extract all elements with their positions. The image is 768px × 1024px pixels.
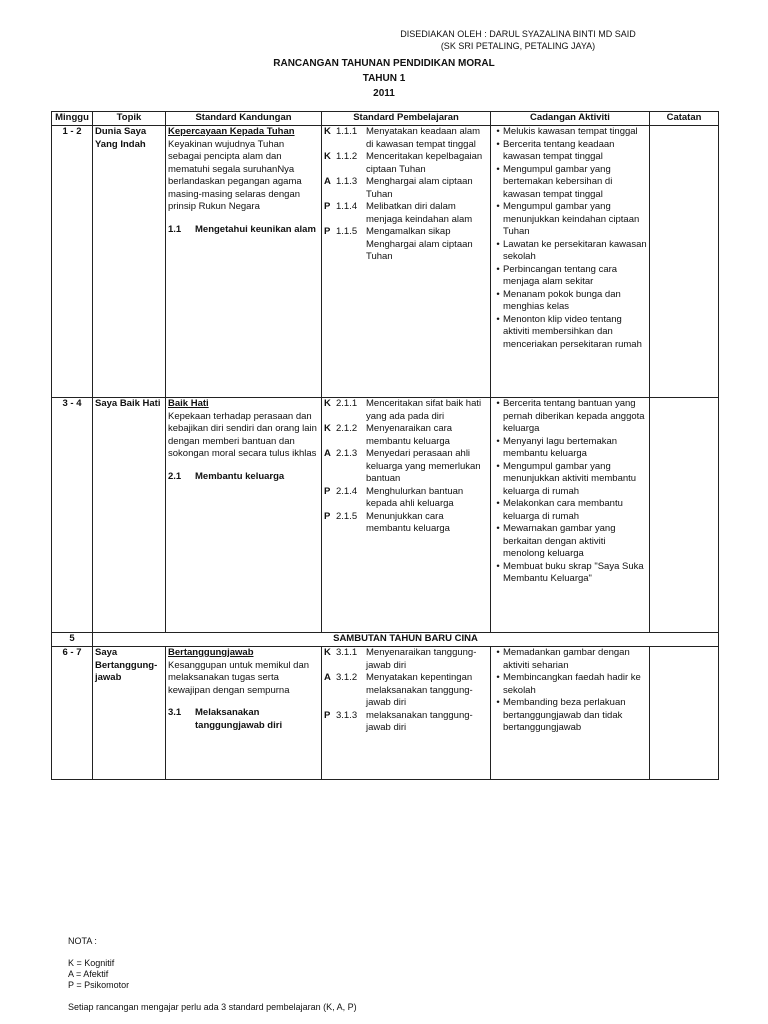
table-row xyxy=(52,647,719,780)
bullet-icon: • xyxy=(496,126,500,137)
subtopic-text: Melaksanakan tanggungjawab diri xyxy=(195,707,283,731)
activity-text: Membuat buku skrap "Saya Suka Membantu Keluarga" xyxy=(503,560,644,584)
list-item xyxy=(493,561,647,586)
sp-code: 1.1.4 xyxy=(336,201,358,212)
kandungan-subtopic xyxy=(168,707,319,732)
list-item xyxy=(324,710,488,735)
list-item xyxy=(324,151,488,176)
activity-text: Mengumpul gambar yang bertemakan kebersihan di kawasan tempat tinggal xyxy=(503,163,613,200)
sp-letter: A xyxy=(324,448,331,459)
cell-minggu: 6 - 7 xyxy=(52,647,93,780)
list-item xyxy=(493,672,647,697)
list-item xyxy=(324,423,488,448)
cell-minggu: 3 - 4 xyxy=(52,398,93,633)
notes-footer: Setiap rancangan mengajar perlu ada 3 standard pembelajaran (K, A, P) xyxy=(68,1002,357,1012)
activity-text: Bercerita tentang bantuan yang pernah diberikan kepada anggota keluarga xyxy=(503,398,645,434)
sp-letter: P xyxy=(324,226,331,237)
sp-code: 3.1.1 xyxy=(336,647,358,658)
activity-text: Melukis kawasan tempat tinggal xyxy=(503,126,638,137)
cell-topik: Dunia Saya Yang Indah xyxy=(93,126,166,398)
notes-block xyxy=(68,936,357,1013)
list-item xyxy=(324,176,488,201)
kandungan-subtopic xyxy=(168,471,319,484)
bullet-icon: • xyxy=(496,238,500,250)
sp-letter: K xyxy=(324,151,331,162)
list-item xyxy=(493,126,647,139)
sp-code: 3.1.3 xyxy=(336,709,358,721)
prepared-by-block xyxy=(338,28,698,52)
list-item xyxy=(493,436,647,461)
sp-code: 1.1.2 xyxy=(336,151,358,162)
bullet-icon: • xyxy=(496,263,500,275)
sp-code: 2.1.1 xyxy=(336,398,358,409)
col-header-catatan: Catatan xyxy=(650,112,719,126)
title-line-2: TAHUN 1 xyxy=(362,73,406,84)
list-item xyxy=(493,461,647,499)
kandungan-description: Kepekaan terhadap perasaan dan kebajikan diri sendiri dan orang lain dengan memberi bantuan dan sokongan moral secara tulus ikhlas xyxy=(168,410,317,459)
sp-text: Menyedari perasaan ahli keluarga yang memerlukan bantuan xyxy=(366,448,481,484)
list-item xyxy=(493,697,647,735)
sp-text: melaksanakan tanggung-jawab diri xyxy=(366,709,473,733)
cell-pembelajaran xyxy=(322,126,491,398)
sp-code: 2.1.3 xyxy=(336,448,358,459)
sp-text: Menceritakan sifat baik hati yang ada pada diri xyxy=(366,398,482,422)
kandungan-description: Keyakinan wujudnya Tuhan sebagai pencipta alam dan mematuhi segala suruhanNya berlandaskan pegangan agama masing-masing selaras dengan prinsip Rukun Negara xyxy=(168,138,302,212)
list-item xyxy=(493,398,647,436)
sp-text: Menyatakan keadaan alam di kawasan tempat tinggal xyxy=(366,126,481,150)
list-item xyxy=(493,139,647,164)
document-title xyxy=(0,56,768,101)
activity-text: Mewarnakan gambar yang berkaitan dengan aktiviti menolong keluarga xyxy=(503,523,616,559)
holiday-row xyxy=(52,633,719,647)
note-kognitif: K = Kognitif xyxy=(68,958,115,968)
cell-topik: Saya Bertanggung-jawab xyxy=(93,647,166,780)
kandungan-subtopic xyxy=(168,224,319,237)
sp-code: 1.1.1 xyxy=(336,126,358,137)
list-item xyxy=(493,314,647,352)
list-item xyxy=(324,226,488,264)
list-item xyxy=(324,672,488,710)
table-header-row xyxy=(52,112,719,126)
cell-kandungan xyxy=(166,126,322,398)
sp-code: 2.1.4 xyxy=(336,485,358,497)
subtopic-number: 3.1 xyxy=(168,707,182,718)
bullet-icon: • xyxy=(496,647,500,658)
activity-text: Menyanyi lagu bertemakan membantu keluarga xyxy=(503,435,618,459)
list-item xyxy=(324,398,488,423)
activity-text: Membincangkan faedah hadir ke sekolah xyxy=(503,672,641,696)
sp-letter: P xyxy=(324,709,331,721)
cell-kandungan xyxy=(166,647,322,780)
subtopic-text: Membantu keluarga xyxy=(195,470,285,482)
list-item xyxy=(324,647,488,672)
table-row xyxy=(52,126,719,398)
sp-text: Menyatakan kepentingan melaksanakan tanggung-jawab diri xyxy=(366,672,473,708)
list-item xyxy=(493,239,647,264)
cell-pembelajaran xyxy=(322,647,491,780)
list-item xyxy=(493,523,647,561)
sp-text: Melibatkan diri dalam menjaga keindahan alam xyxy=(366,201,473,225)
activity-text: Mengumpul gambar yang menunjukkan aktiviti membantu keluarga di rumah xyxy=(503,460,637,497)
activity-text: Menanam pokok bunga dan menghias kelas xyxy=(503,288,621,312)
sp-letter: K xyxy=(324,423,331,434)
list-item xyxy=(324,448,488,486)
sp-letter: K xyxy=(324,126,331,137)
sp-letter: P xyxy=(324,510,331,522)
cell-aktiviti xyxy=(491,126,650,398)
bullet-icon: • xyxy=(496,163,500,175)
sp-text: Menceritakan kepelbagaian ciptaan Tuhan xyxy=(366,151,483,175)
kandungan-title: Kepercayaan Kepada Tuhan xyxy=(168,126,295,137)
cell-minggu: 1 - 2 xyxy=(52,126,93,398)
activity-text: Perbincangan tentang cara menjaga alam sekitar xyxy=(503,263,618,287)
bullet-icon: • xyxy=(496,288,500,300)
activity-text: Menonton klip video tentang aktiviti membersihkan dan menceriakan persekitaran rumah xyxy=(503,313,642,350)
sp-text: Menghulurkan bantuan kepada ahli keluarga xyxy=(366,485,464,509)
list-item xyxy=(324,511,488,536)
bullet-icon: • xyxy=(496,672,500,683)
cell-catatan xyxy=(650,398,719,633)
table-row xyxy=(52,398,719,633)
cell-topik: Saya Baik Hati xyxy=(93,398,166,633)
holiday-label: SAMBUTAN TAHUN BARU CINA xyxy=(93,633,719,647)
list-item xyxy=(493,164,647,202)
sp-text: Menyenaraikan tanggung-jawab diri xyxy=(366,647,477,671)
sp-letter: P xyxy=(324,201,331,212)
kandungan-description: Kesanggupan untuk memikul dan melaksanakan tugas serta kewajipan dengan sempurna xyxy=(168,659,310,696)
subtopic-number: 1.1 xyxy=(168,223,182,235)
cell-minggu: 5 xyxy=(52,633,93,647)
sp-text: Menghargai alam ciptaan Tuhan xyxy=(366,176,473,200)
sp-code: 1.1.3 xyxy=(336,176,358,187)
sp-text: Menunjukkan cara membantu keluarga xyxy=(366,510,450,534)
annual-plan-table xyxy=(51,111,719,780)
activity-text: Memadankan gambar dengan aktiviti seharian xyxy=(503,647,630,671)
sp-letter: K xyxy=(324,398,331,409)
notes-title: NOTA : xyxy=(68,936,97,946)
activity-text: Lawatan ke persekitaran kawasan sekolah xyxy=(503,238,647,262)
bullet-icon: • xyxy=(496,697,500,708)
sp-code: 2.1.2 xyxy=(336,423,358,434)
subtopic-text: Mengetahui keunikan alam xyxy=(195,223,316,235)
activity-text: Bercerita tentang keadaan kawasan tempat tinggal xyxy=(503,138,615,162)
bullet-icon: • xyxy=(496,435,500,447)
sp-text: Mengamalkan sikap Menghargai alam ciptaan Tuhan xyxy=(366,226,473,262)
note-afektif: A = Afektif xyxy=(68,969,109,979)
prepared-by: DISEDIAKAN OLEH : DARUL SYAZALINA BINTI MD SAID xyxy=(400,29,636,39)
col-header-pembelajaran: Standard Pembelajaran xyxy=(322,112,491,126)
col-header-kandungan: Standard Kandungan xyxy=(166,112,322,126)
sp-letter: A xyxy=(324,672,331,683)
school-name: (SK SRI PETALING, PETALING JAYA) xyxy=(440,41,596,51)
sp-letter: K xyxy=(324,647,331,658)
bullet-icon: • xyxy=(496,523,500,534)
col-header-minggu: Minggu xyxy=(52,112,93,126)
sp-text: Menyenaraikan cara membantu keluarga xyxy=(366,423,453,447)
list-item xyxy=(324,126,488,151)
activity-text: Melakonkan cara membantu keluarga di rumah xyxy=(503,498,623,522)
cell-catatan xyxy=(650,647,719,780)
col-header-topik: Topik xyxy=(93,112,166,126)
sp-code: 1.1.5 xyxy=(336,226,358,237)
bullet-icon: • xyxy=(496,460,500,472)
bullet-icon: • xyxy=(496,138,500,150)
list-item xyxy=(324,201,488,226)
list-item xyxy=(324,486,488,511)
bullet-icon: • xyxy=(496,498,500,509)
bullet-icon: • xyxy=(496,313,500,325)
bullet-icon: • xyxy=(496,560,500,572)
note-psikomotor: P = Psikomotor xyxy=(68,980,130,990)
bullet-icon: • xyxy=(496,398,500,409)
sp-letter: A xyxy=(324,176,331,187)
title-line-1: RANCANGAN TAHUNAN PENDIDIKAN MORAL xyxy=(273,58,495,69)
cell-aktiviti xyxy=(491,647,650,780)
kandungan-title: Bertanggungjawab xyxy=(168,647,254,658)
sp-letter: P xyxy=(324,485,331,497)
list-item xyxy=(493,289,647,314)
activity-text: Mengumpul gambar yang menunjukkan keindahan ciptaan Tuhan xyxy=(503,201,640,237)
sp-code: 3.1.2 xyxy=(336,672,358,683)
bullet-icon: • xyxy=(496,201,500,212)
list-item xyxy=(493,498,647,523)
list-item xyxy=(493,647,647,672)
activity-text: Membanding beza perlakuan bertanggungjawab dan tidak bertanggungjawab xyxy=(503,697,626,733)
cell-pembelajaran xyxy=(322,398,491,633)
cell-catatan xyxy=(650,126,719,398)
sp-code: 2.1.5 xyxy=(336,510,358,522)
cell-kandungan xyxy=(166,398,322,633)
title-line-3: 2011 xyxy=(373,88,395,99)
cell-aktiviti xyxy=(491,398,650,633)
list-item xyxy=(493,201,647,239)
subtopic-number: 2.1 xyxy=(168,470,182,482)
kandungan-title: Baik Hati xyxy=(168,398,209,409)
list-item xyxy=(493,264,647,289)
col-header-aktiviti: Cadangan Aktiviti xyxy=(491,112,650,126)
